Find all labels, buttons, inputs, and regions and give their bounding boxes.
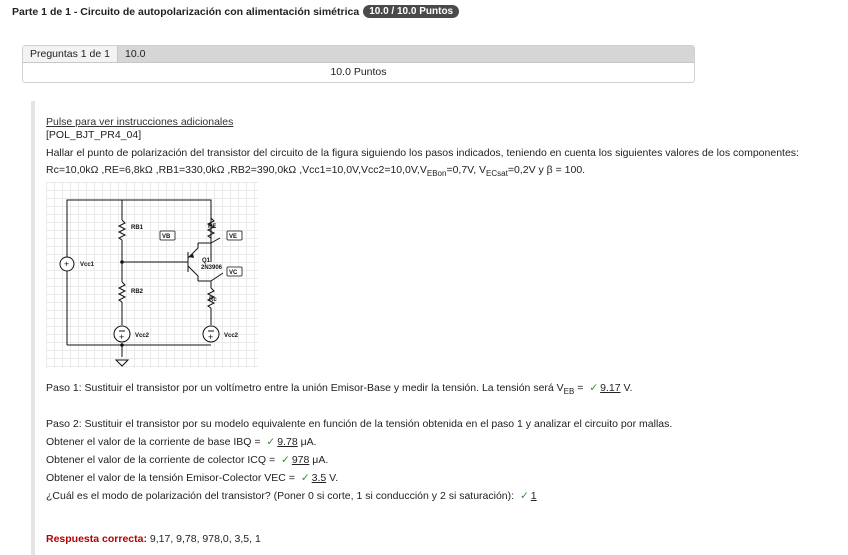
ibq-line: Obtener el valor de la corriente de base IBQ = ✓ 9.78 μA. [46, 436, 317, 448]
label-vc: VC [229, 270, 238, 276]
vec-line: Obtener el valor de la tensión Emisor-Colector VEC = ✓ 3.5 V. [46, 472, 339, 484]
svg-text:+: + [64, 259, 70, 269]
step1-check-icon: ✓ [589, 382, 599, 394]
ibq-answer[interactable]: 9.78 [277, 436, 298, 448]
step1-answer[interactable]: 9.17 [600, 382, 621, 394]
question-count-label[interactable]: Preguntas 1 de 1 [23, 46, 118, 62]
question-statement: Hallar el punto de polarización del transistor del circuito de la figura siguiendo los pasos indicados, teniendo en cuenta los siguientes valores de los componentes: [46, 147, 799, 159]
part-title: Parte 1 de 1 - Circuito de autopolarización con alimentación simétrica [12, 5, 360, 18]
question-score: 10.0 [124, 48, 146, 60]
correct-answer-line [46, 533, 261, 545]
ground-icon [116, 360, 128, 366]
label-q1: Q1 [202, 258, 211, 264]
circuit-schematic [46, 182, 258, 368]
mode-answer[interactable]: 1 [530, 490, 537, 502]
question-nav-bar [23, 46, 694, 63]
icq-answer[interactable]: 978 [291, 454, 310, 466]
score-badge: 10.0 / 10.0 Puntos [363, 5, 459, 18]
label-rb1: RB1 [131, 225, 144, 231]
label-vcc1: Vcc1 [80, 262, 95, 268]
label-re: RE [208, 224, 217, 230]
part-title-row [12, 5, 459, 18]
label-vcc2-left: Vcc2 [135, 333, 150, 339]
mode-line: ¿Cuál es el modo de polarización del transistor? (Poner 0 si corte, 1 si conducción y 2 si saturación): ✓ 1 [46, 490, 537, 502]
vcc2-right-source [203, 326, 219, 342]
correct-answer-values: 9,17, 9,78, 978,0, 3,5, 1 [149, 533, 261, 545]
additional-instructions-link[interactable]: Pulse para ver instrucciones adicionales [46, 116, 234, 128]
step1-line: Paso 1: Sustituir el transistor por un voltímetro entre la unión Emisor-Base y medir la tensión. La tensión será $V_{EB}$ = ✓ 9.17 V. [46, 382, 633, 397]
step2-line: Paso 2: Sustituir el transistor por su modelo equivalente en función de la tensión obtenida en el paso 1 y analizar el circuito por mallas. [46, 418, 673, 430]
svg-text:+: + [208, 332, 214, 342]
question-points: 10.0 Puntos [330, 66, 387, 78]
vcc2-left-source [114, 326, 130, 342]
label-rb2: RB2 [131, 289, 144, 295]
label-ve: VE [229, 234, 238, 240]
vec-answer[interactable]: 3.5 [311, 472, 327, 484]
question-navigation [22, 45, 695, 83]
label-vcc2-right: Vcc2 [224, 333, 239, 339]
label-vb: VB [162, 234, 171, 240]
question-code: [POL_BJT_PR4_04] [46, 129, 142, 141]
ibq-check-icon: ✓ [266, 436, 276, 448]
mode-check-icon: ✓ [519, 490, 529, 502]
vcc1-source [60, 257, 74, 271]
correct-answer-label: Respuesta correcta: [46, 533, 147, 545]
icq-line: Obtener el valor de la corriente de colector ICQ = ✓ 978 μA. [46, 454, 329, 466]
component-values: Rc=10,0kΩ ,RE=6,8kΩ ,RB1=330,0kΩ ,RB2=390,0kΩ $,Vcc1=10,0V,Vcc2=10,0V,V_{EBon}=0,7V$, $V_{ECsat}=0,2V$ y β = 100. [46, 164, 586, 179]
svg-text:+: + [119, 332, 125, 342]
icq-check-icon: ✓ [281, 454, 290, 466]
label-rc: Rc [209, 297, 217, 303]
circuit-diagram [46, 182, 258, 368]
question-panel [31, 101, 848, 555]
label-q1-model: 2N3906 [201, 265, 223, 271]
vec-check-icon: ✓ [300, 472, 310, 484]
